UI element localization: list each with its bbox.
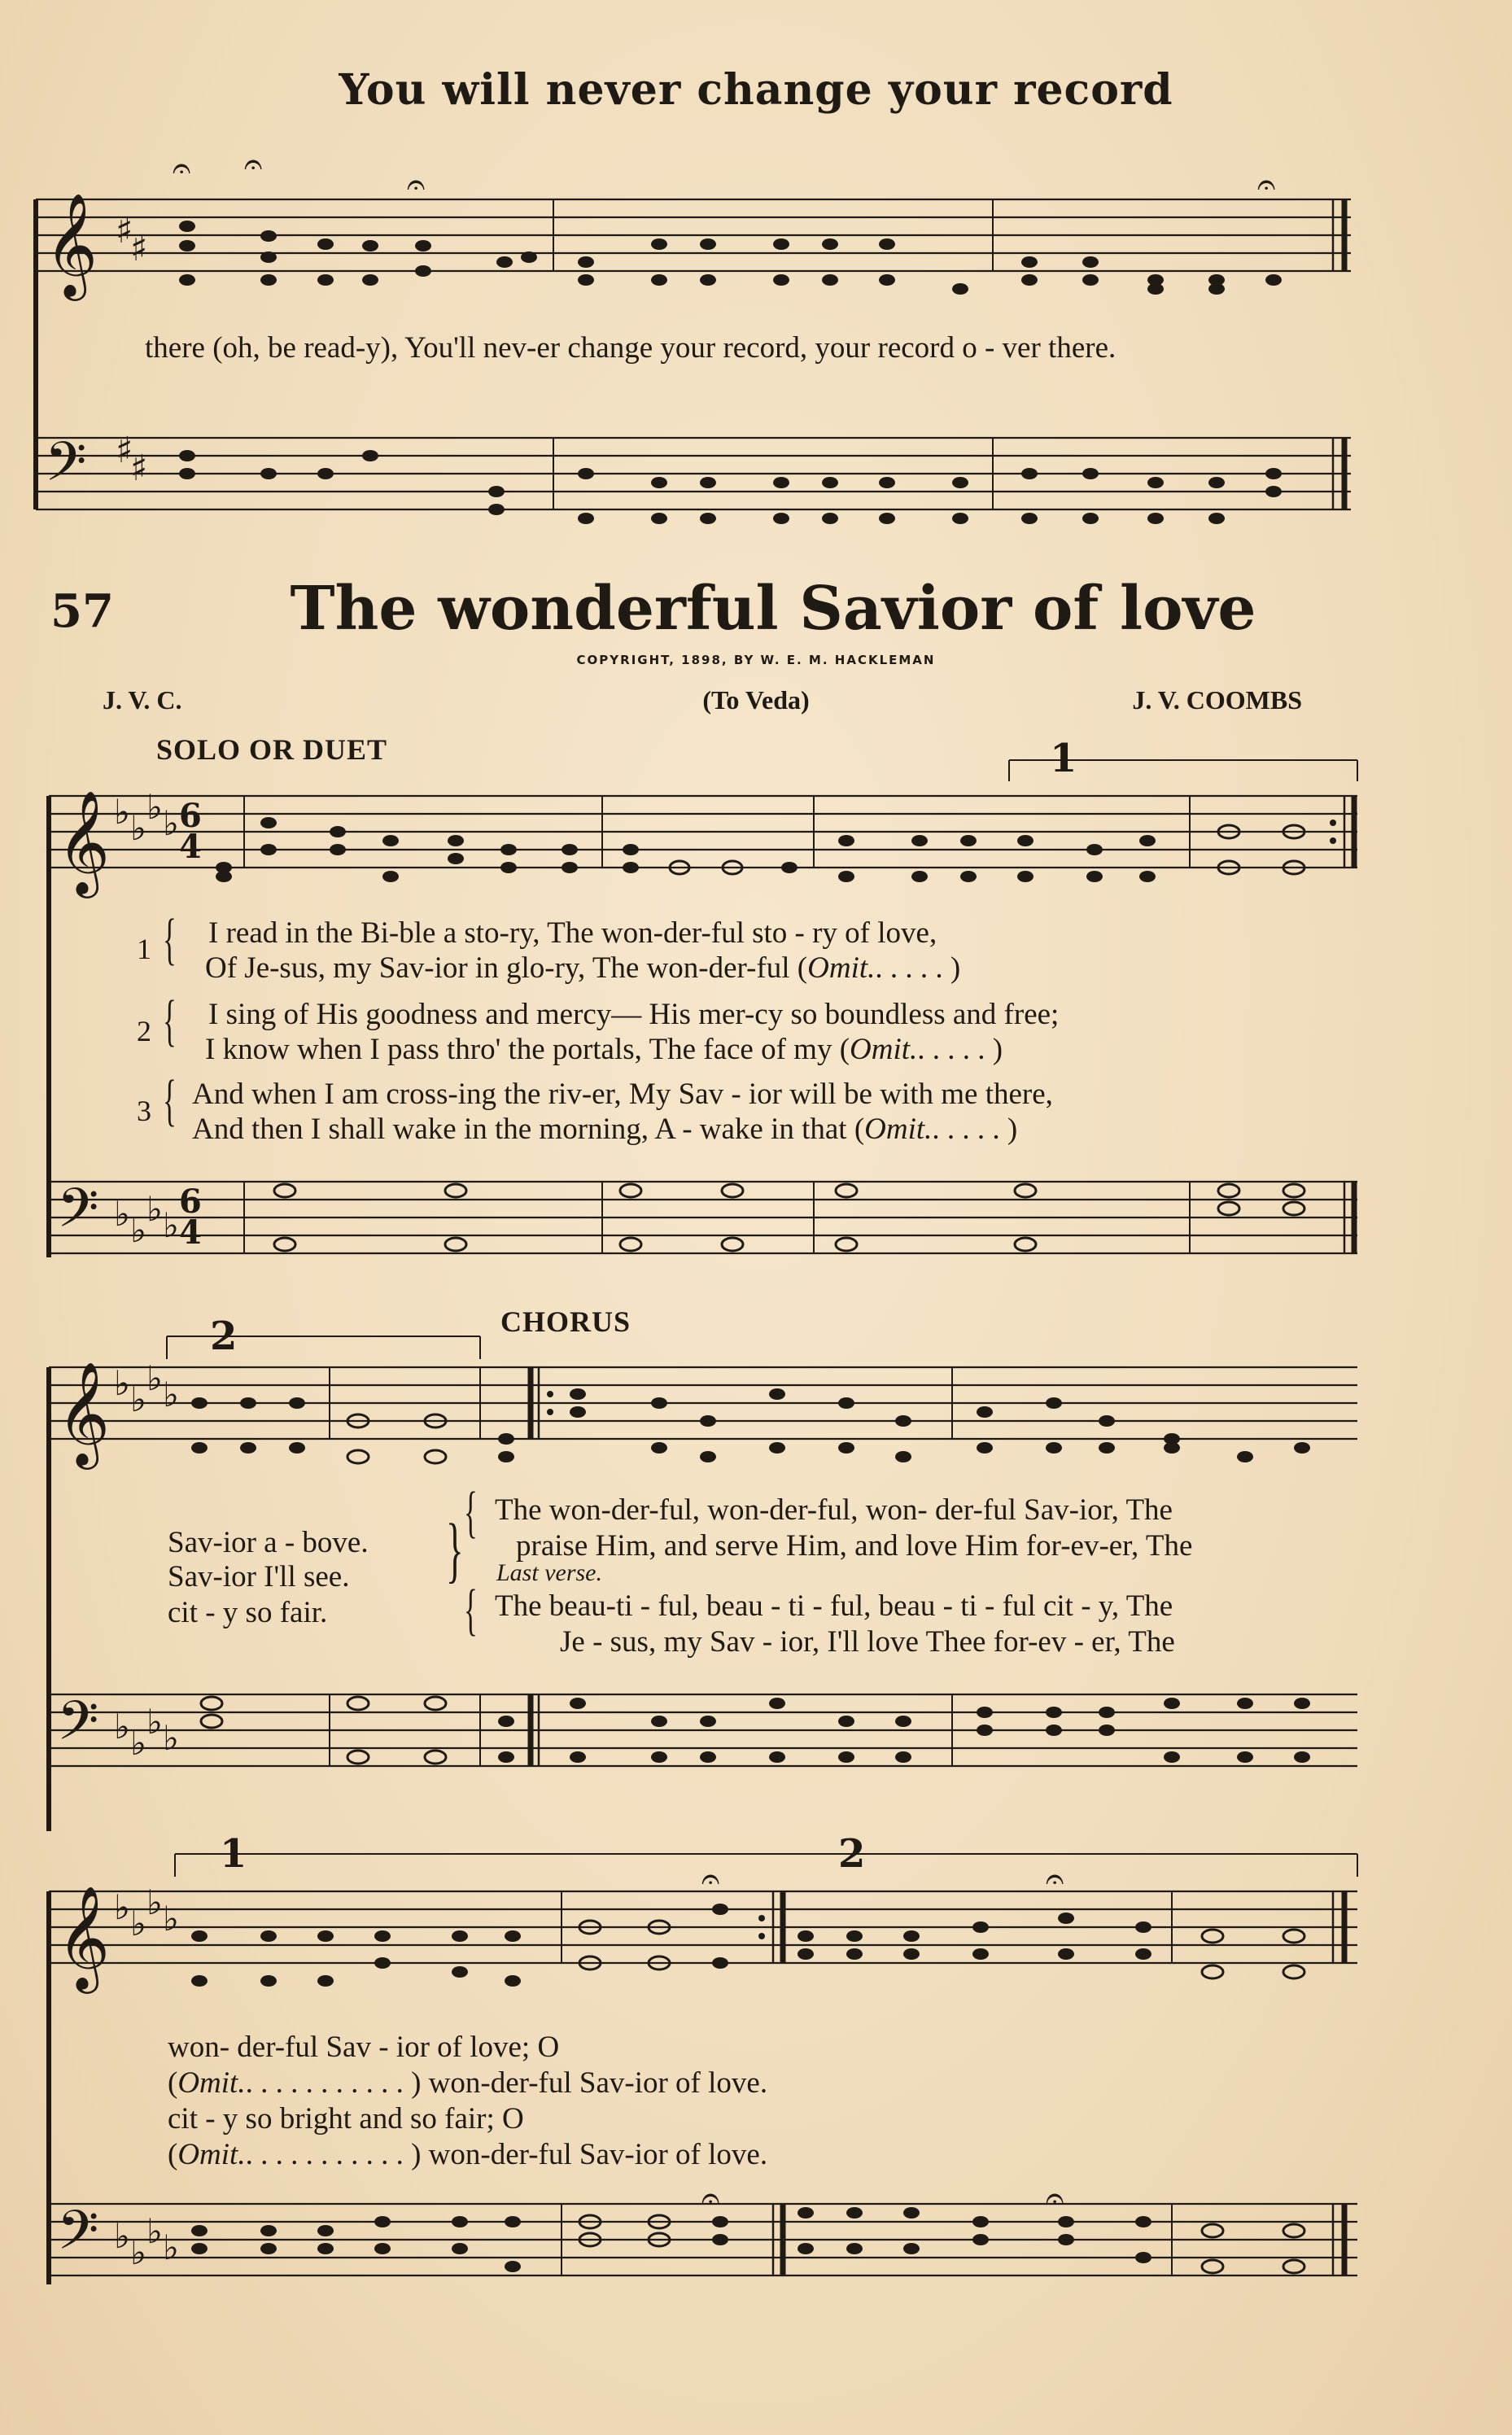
hymn-title: The wonderful Savior of love bbox=[290, 574, 1256, 644]
verse-2-line-1: I sing of His goodness and mercy— His mer-cy so boundless and free; bbox=[208, 998, 1060, 1031]
system-1-bass-staff bbox=[0, 405, 1512, 568]
chorus-lyric-4: Je - sus, my Sav - ior, I'll love Thee for-ev - er, The bbox=[560, 1625, 1175, 1659]
svg-text:𝄢: 𝄢 bbox=[57, 2199, 99, 2275]
svg-text:♯: ♯ bbox=[116, 210, 133, 251]
svg-text:𝄐: 𝄐 bbox=[701, 1860, 720, 1898]
chorus-lyric-2: praise Him, and serve Him, and love Him for-ev-er, The bbox=[516, 1529, 1193, 1563]
ending-2-lyric-2: Sav-ior I'll see. bbox=[168, 1560, 350, 1593]
previous-hymn-title-line: You will never change your record bbox=[339, 65, 1173, 115]
system-4-treble-staff bbox=[0, 1831, 1512, 1996]
svg-text:♭: ♭ bbox=[163, 803, 179, 843]
svg-text:♭: ♭ bbox=[146, 1189, 163, 1229]
verse-1-line-1: I read in the Bi-ble a sto-ry, The won-der-ful sto - ry of love, bbox=[208, 916, 937, 950]
svg-text:𝄐: 𝄐 bbox=[407, 166, 426, 203]
verse-number-1: 1 bbox=[137, 933, 151, 965]
verse-brace: { bbox=[163, 1069, 177, 1132]
svg-text:♭: ♭ bbox=[130, 1904, 146, 1943]
svg-text:♭: ♭ bbox=[146, 1882, 163, 1922]
verse-3-line-1: And when I am cross-ing the riv-er, My Sav - ior will be with me there, bbox=[192, 1078, 1053, 1111]
system-2-treble-staff bbox=[0, 736, 1512, 895]
system-4-bass-staff bbox=[0, 2179, 1512, 2334]
dedication: (To Veda) bbox=[702, 685, 810, 715]
svg-text:𝄢: 𝄢 bbox=[57, 1690, 99, 1765]
system-2-bass-staff bbox=[0, 1165, 1512, 1312]
svg-text:𝄞: 𝄞 bbox=[57, 1361, 111, 1465]
svg-text:♭: ♭ bbox=[163, 1718, 179, 1758]
svg-text:𝄢: 𝄢 bbox=[45, 431, 87, 506]
svg-text:𝄐: 𝄐 bbox=[701, 2179, 720, 2217]
verse-number-3: 3 bbox=[137, 1095, 151, 1127]
svg-text:♭: ♭ bbox=[130, 808, 146, 848]
svg-text:𝄞: 𝄞 bbox=[57, 789, 111, 894]
chorus-brace: { bbox=[464, 1481, 478, 1544]
lyricist-credit: J. V. C. bbox=[103, 685, 182, 715]
svg-text:𝄐: 𝄐 bbox=[1257, 166, 1276, 203]
final-lyric-3: cit - y so bright and so fair; O bbox=[168, 2102, 524, 2136]
svg-text:♭: ♭ bbox=[130, 1723, 146, 1763]
ending-2-mark: 2 bbox=[838, 1831, 866, 1877]
verse-brace: { bbox=[163, 908, 177, 971]
svg-text:♭: ♭ bbox=[146, 2211, 163, 2251]
svg-text:♭: ♭ bbox=[163, 1899, 179, 1939]
svg-text:♭: ♭ bbox=[114, 1887, 130, 1927]
svg-text:4: 4 bbox=[179, 828, 202, 866]
copyright-notice: COPYRIGHT, 1898, BY W. E. M. HACKLEMAN bbox=[576, 653, 936, 667]
svg-text:♭: ♭ bbox=[114, 2216, 130, 2256]
verse-3-line-2: And then I shall wake in the morning, A - wake in that (Omit.. . . . . ) bbox=[192, 1113, 1018, 1146]
svg-text:4: 4 bbox=[179, 1213, 202, 1252]
svg-text:𝄐: 𝄐 bbox=[1046, 2179, 1064, 2217]
svg-text:♯: ♯ bbox=[130, 448, 148, 489]
svg-text:♯: ♯ bbox=[116, 430, 133, 471]
svg-text:6: 6 bbox=[179, 797, 202, 835]
svg-text:♭: ♭ bbox=[114, 792, 130, 832]
ending-2-lyric-3: cit - y so fair. bbox=[168, 1596, 328, 1629]
chorus-lyric-1: The won-der-ful, won-der-ful, won- der-ful Sav-ior, The bbox=[495, 1493, 1173, 1527]
system-3-bass-staff bbox=[0, 1678, 1512, 1825]
system-1-treble-staff bbox=[0, 146, 1512, 301]
svg-text:6: 6 bbox=[179, 1183, 202, 1221]
svg-text:♭: ♭ bbox=[130, 1379, 146, 1419]
last-verse-label: Last verse. bbox=[496, 1559, 602, 1586]
svg-text:𝄢: 𝄢 bbox=[57, 1177, 99, 1252]
verse-1-line-2: Of Je-sus, my Sav-ior in glo-ry, The won-der-ful (Omit.. . . . . ) bbox=[205, 951, 961, 985]
final-lyric-2: (Omit.. . . . . . . . . . . ) won-der-ful Sav-ior of love. bbox=[168, 2066, 768, 2100]
svg-text:𝄞: 𝄞 bbox=[45, 192, 98, 296]
svg-text:♭: ♭ bbox=[163, 2227, 179, 2267]
svg-text:♭: ♭ bbox=[163, 1375, 179, 1414]
svg-text:𝄐: 𝄐 bbox=[173, 150, 191, 187]
composer-credit: J. V. COOMBS bbox=[1132, 685, 1302, 715]
svg-text:♭: ♭ bbox=[130, 1210, 146, 1250]
svg-text:♭: ♭ bbox=[163, 1205, 179, 1245]
verse-brace: { bbox=[163, 990, 177, 1052]
ending-1-mark: 1 bbox=[220, 1831, 247, 1877]
ending-1-mark: 1 bbox=[1050, 736, 1077, 781]
svg-text:♭: ♭ bbox=[114, 1363, 130, 1403]
ending-2-mark: 2 bbox=[210, 1314, 238, 1359]
svg-text:♭: ♭ bbox=[114, 1707, 130, 1746]
final-lyric-4: (Omit.. . . . . . . . . . . ) won-der-ful Sav-ior of love. bbox=[168, 2138, 768, 2171]
verse-number-2: 2 bbox=[137, 1015, 151, 1047]
hymn-number: 57 bbox=[50, 584, 114, 638]
svg-text:♯: ♯ bbox=[130, 228, 148, 269]
final-lyric-1: won- der-ful Sav - ior of love; O bbox=[168, 2031, 560, 2064]
svg-text:♭: ♭ bbox=[114, 1194, 130, 1234]
svg-text:𝄐: 𝄐 bbox=[1046, 1860, 1064, 1898]
svg-text:♭: ♭ bbox=[146, 1358, 163, 1398]
chorus-lyric-3: The beau-ti - ful, beau - ti - ful, beau - ti - ful cit - y, The bbox=[495, 1589, 1173, 1623]
solo-or-duet-label: SOLO OR DUET bbox=[156, 733, 388, 766]
chorus-label: CHORUS bbox=[500, 1305, 631, 1338]
lyric-brace: } bbox=[446, 1510, 464, 1590]
chorus-brace: { bbox=[464, 1579, 478, 1642]
system-1-lyrics: there (oh, be read-y), You'll nev-er change your record, your record o - ver there. bbox=[145, 331, 1117, 365]
verse-2-line-2: I know when I pass thro' the portals, The face of my (Omit.. . . . . ) bbox=[205, 1033, 1003, 1066]
svg-text:𝄐: 𝄐 bbox=[244, 146, 263, 183]
svg-text:♭: ♭ bbox=[146, 787, 163, 827]
ending-2-lyric-1: Sav-ior a - bove. bbox=[168, 1526, 369, 1559]
svg-text:𝄞: 𝄞 bbox=[57, 1885, 111, 1989]
svg-text:♭: ♭ bbox=[146, 1702, 163, 1742]
svg-text:♭: ♭ bbox=[130, 2232, 146, 2272]
